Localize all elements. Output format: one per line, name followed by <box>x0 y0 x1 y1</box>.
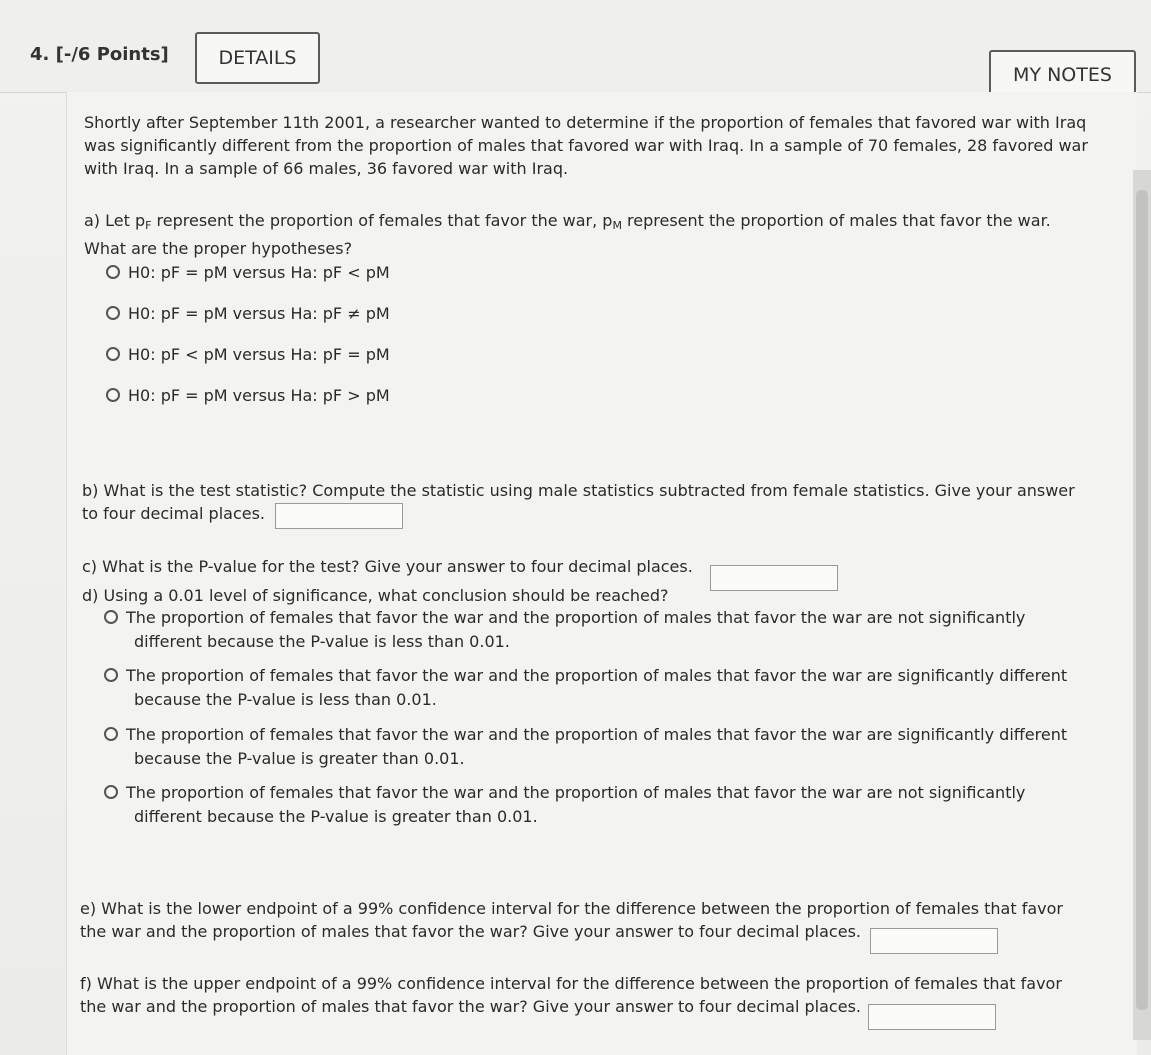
part-b-prompt-line2: to four decimal places. <box>82 504 266 523</box>
conclusion-option-1-line2[interactable]: different because the P-value is less than 0.01. <box>134 632 510 651</box>
part-e-prompt-line2: the war and the proportion of males that favor the war? Give your answer to four decimal places. <box>80 922 861 941</box>
hypothesis-option-1-radio[interactable] <box>106 265 120 279</box>
part-c-prompt: c) What is the P-value for the test? Give your answer to four decimal places. <box>82 557 693 576</box>
hypothesis-option-3-radio[interactable] <box>106 347 120 361</box>
ci-lower-endpoint-input[interactable] <box>870 928 998 954</box>
hypothesis-option-2-radio[interactable] <box>106 306 120 320</box>
problem-text-line3: with Iraq. In a sample of 66 males, 36 favored war with Iraq. <box>84 159 569 178</box>
conclusion-option-3-line2[interactable]: because the P-value is greater than 0.01. <box>134 749 465 768</box>
test-statistic-input[interactable] <box>275 503 403 529</box>
hypothesis-option-2-label[interactable]: H0: pF = pM versus Ha: pF ≠ pM <box>128 304 390 323</box>
part-f-prompt-line1: f) What is the upper endpoint of a 99% confidence interval for the difference between the proportion of females that favor <box>80 974 1062 993</box>
conclusion-option-4-line2[interactable]: different because the P-value is greater than 0.01. <box>134 807 538 826</box>
conclusion-option-3-line1[interactable]: The proportion of females that favor the war and the proportion of males that favor the war are significantly different <box>126 725 1068 744</box>
conclusion-option-4-radio[interactable] <box>104 785 118 799</box>
part-d-question: d) Using a 0.01 level of significance, what conclusion should be reached? <box>82 586 669 605</box>
p-value-input[interactable] <box>710 565 838 591</box>
conclusion-option-2-line1[interactable]: The proportion of females that favor the war and the proportion of males that favor the war are significantly different <box>126 666 1068 685</box>
conclusion-option-1-radio[interactable] <box>104 610 118 624</box>
problem-text-line1: Shortly after September 11th 2001, a researcher wanted to determine if the proportion of females that favored war with Iraq <box>84 113 1087 132</box>
question-header <box>0 0 1151 93</box>
question-number: 4. [-/6 Points] <box>30 44 169 65</box>
hypothesis-option-1-label[interactable]: H0: pF = pM versus Ha: pF < pM <box>128 263 390 282</box>
conclusion-option-2-line2[interactable]: because the P-value is less than 0.01. <box>134 690 437 709</box>
conclusion-option-2-radio[interactable] <box>104 668 118 682</box>
part-e-prompt-line1: e) What is the lower endpoint of a 99% confidence interval for the difference between the proportion of females that favor <box>80 899 1063 918</box>
details-button[interactable]: DETAILS <box>195 32 320 84</box>
problem-text-line2: was significantly different from the proportion of males that favored war with Iraq. In a sample of 70 females, 28 favored war <box>84 136 1088 155</box>
part-b-prompt-line1: b) What is the test statistic? Compute the statistic using male statistics subtracted from female statistics. Give your answer <box>82 481 1075 500</box>
part-f-prompt-line2: the war and the proportion of males that favor the war? Give your answer to four decimal places. <box>80 997 861 1016</box>
conclusion-option-1-line1[interactable]: The proportion of females that favor the war and the proportion of males that favor the war are not significantly <box>126 608 1026 627</box>
scrollbar-thumb[interactable] <box>1136 190 1148 1010</box>
my-notes-button[interactable]: MY NOTES <box>989 50 1136 101</box>
conclusion-option-4-line1[interactable]: The proportion of females that favor the war and the proportion of males that favor the war are not significantly <box>126 783 1026 802</box>
vertical-scrollbar[interactable] <box>1133 170 1151 1040</box>
conclusion-option-3-radio[interactable] <box>104 727 118 741</box>
part-a-question: What are the proper hypotheses? <box>84 239 353 258</box>
hypothesis-option-4-radio[interactable] <box>106 388 120 402</box>
ci-upper-endpoint-input[interactable] <box>868 1004 996 1030</box>
hypothesis-option-4-label[interactable]: H0: pF = pM versus Ha: pF > pM <box>128 386 390 405</box>
part-a-prompt: a) Let $p_F$ represent the proportion of females that favor the war, $p_M$ represent the proportion of males that favor the war. <box>84 211 1051 232</box>
hypothesis-option-3-label[interactable]: H0: pF < pM versus Ha: pF = pM <box>128 345 390 364</box>
